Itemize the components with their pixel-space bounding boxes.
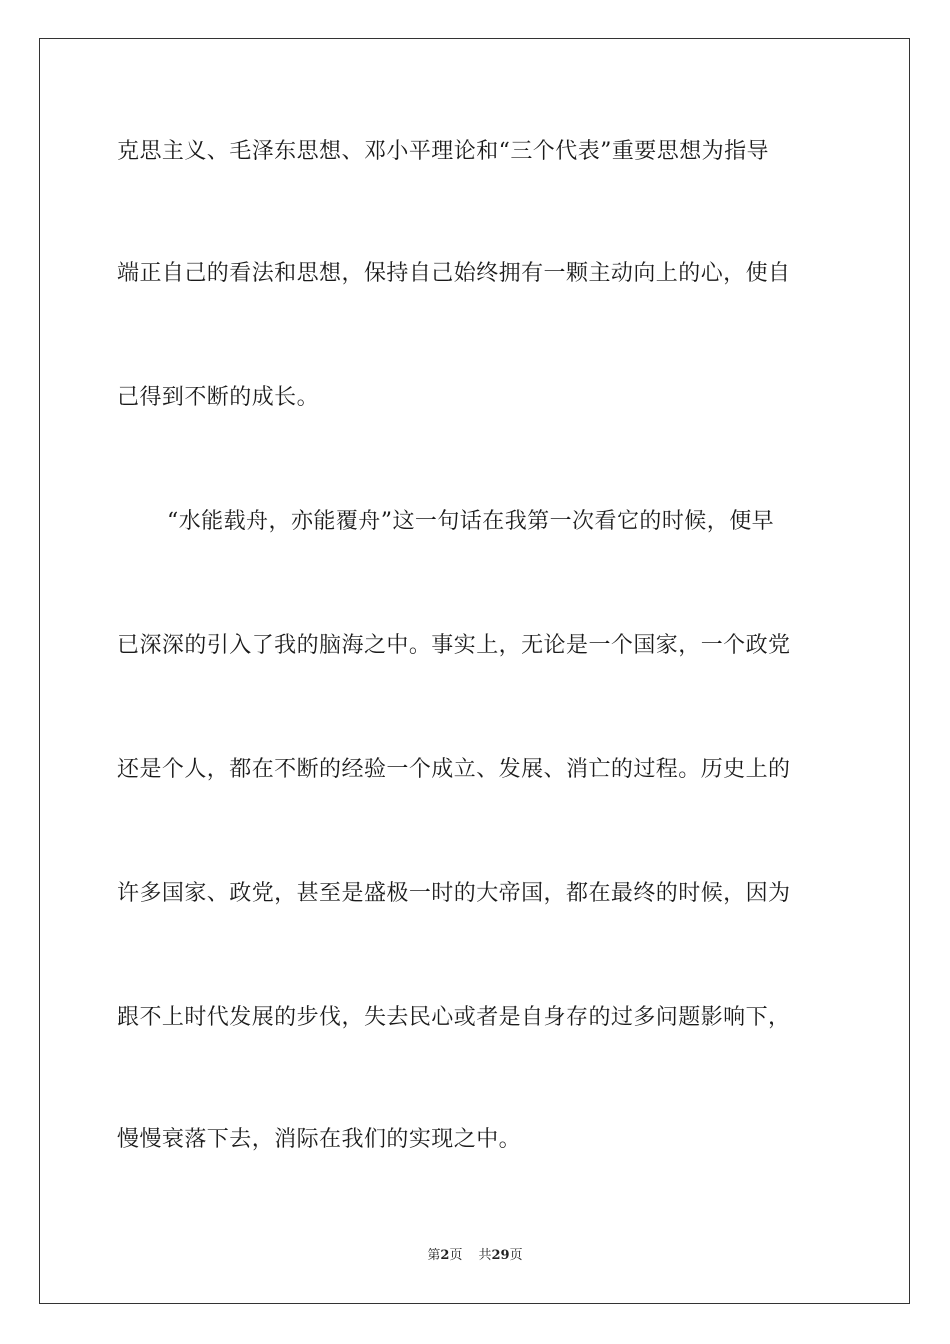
paragraph-line: “水能载舟，亦能覆舟”这一句话在我第一次看它的时候，便早 (167, 509, 775, 534)
page-suffix: 页 (449, 1248, 463, 1263)
page-footer (0, 1247, 950, 1265)
total-pages: 29 (491, 1248, 510, 1263)
paragraph-line: 还是个人，都在不断的经验一个成立、发展、消亡的过程。历史上的 (117, 757, 791, 782)
paragraph-line: 已深深的引入了我的脑海之中。事实上，无论是一个国家，一个政党 (117, 633, 791, 658)
page-border (39, 38, 910, 1304)
total-suffix: 页 (509, 1248, 523, 1263)
page-prefix: 第 (427, 1248, 441, 1263)
total-prefix: 共 (478, 1248, 492, 1263)
paragraph-line: 己得到不断的成长。 (117, 385, 320, 410)
paragraph-line: 跟不上时代发展的步伐，失去民心或者是自身存的过多问题影响下， (117, 1005, 791, 1030)
paragraph-line: 端正自己的看法和思想，保持自己始终拥有一颗主动向上的心，使自 (117, 261, 791, 286)
paragraph-line: 许多国家、政党，甚至是盛极一时的大帝国，都在最终的时候，因为 (117, 881, 791, 906)
paragraph-line: 慢慢衰落下去，消际在我们的实现之中。 (117, 1127, 522, 1152)
paragraph-line: 克思主义、毛泽东思想、邓小平理论和“三个代表”重要思想为指导 (117, 139, 769, 164)
page-number: 2 (440, 1248, 450, 1263)
